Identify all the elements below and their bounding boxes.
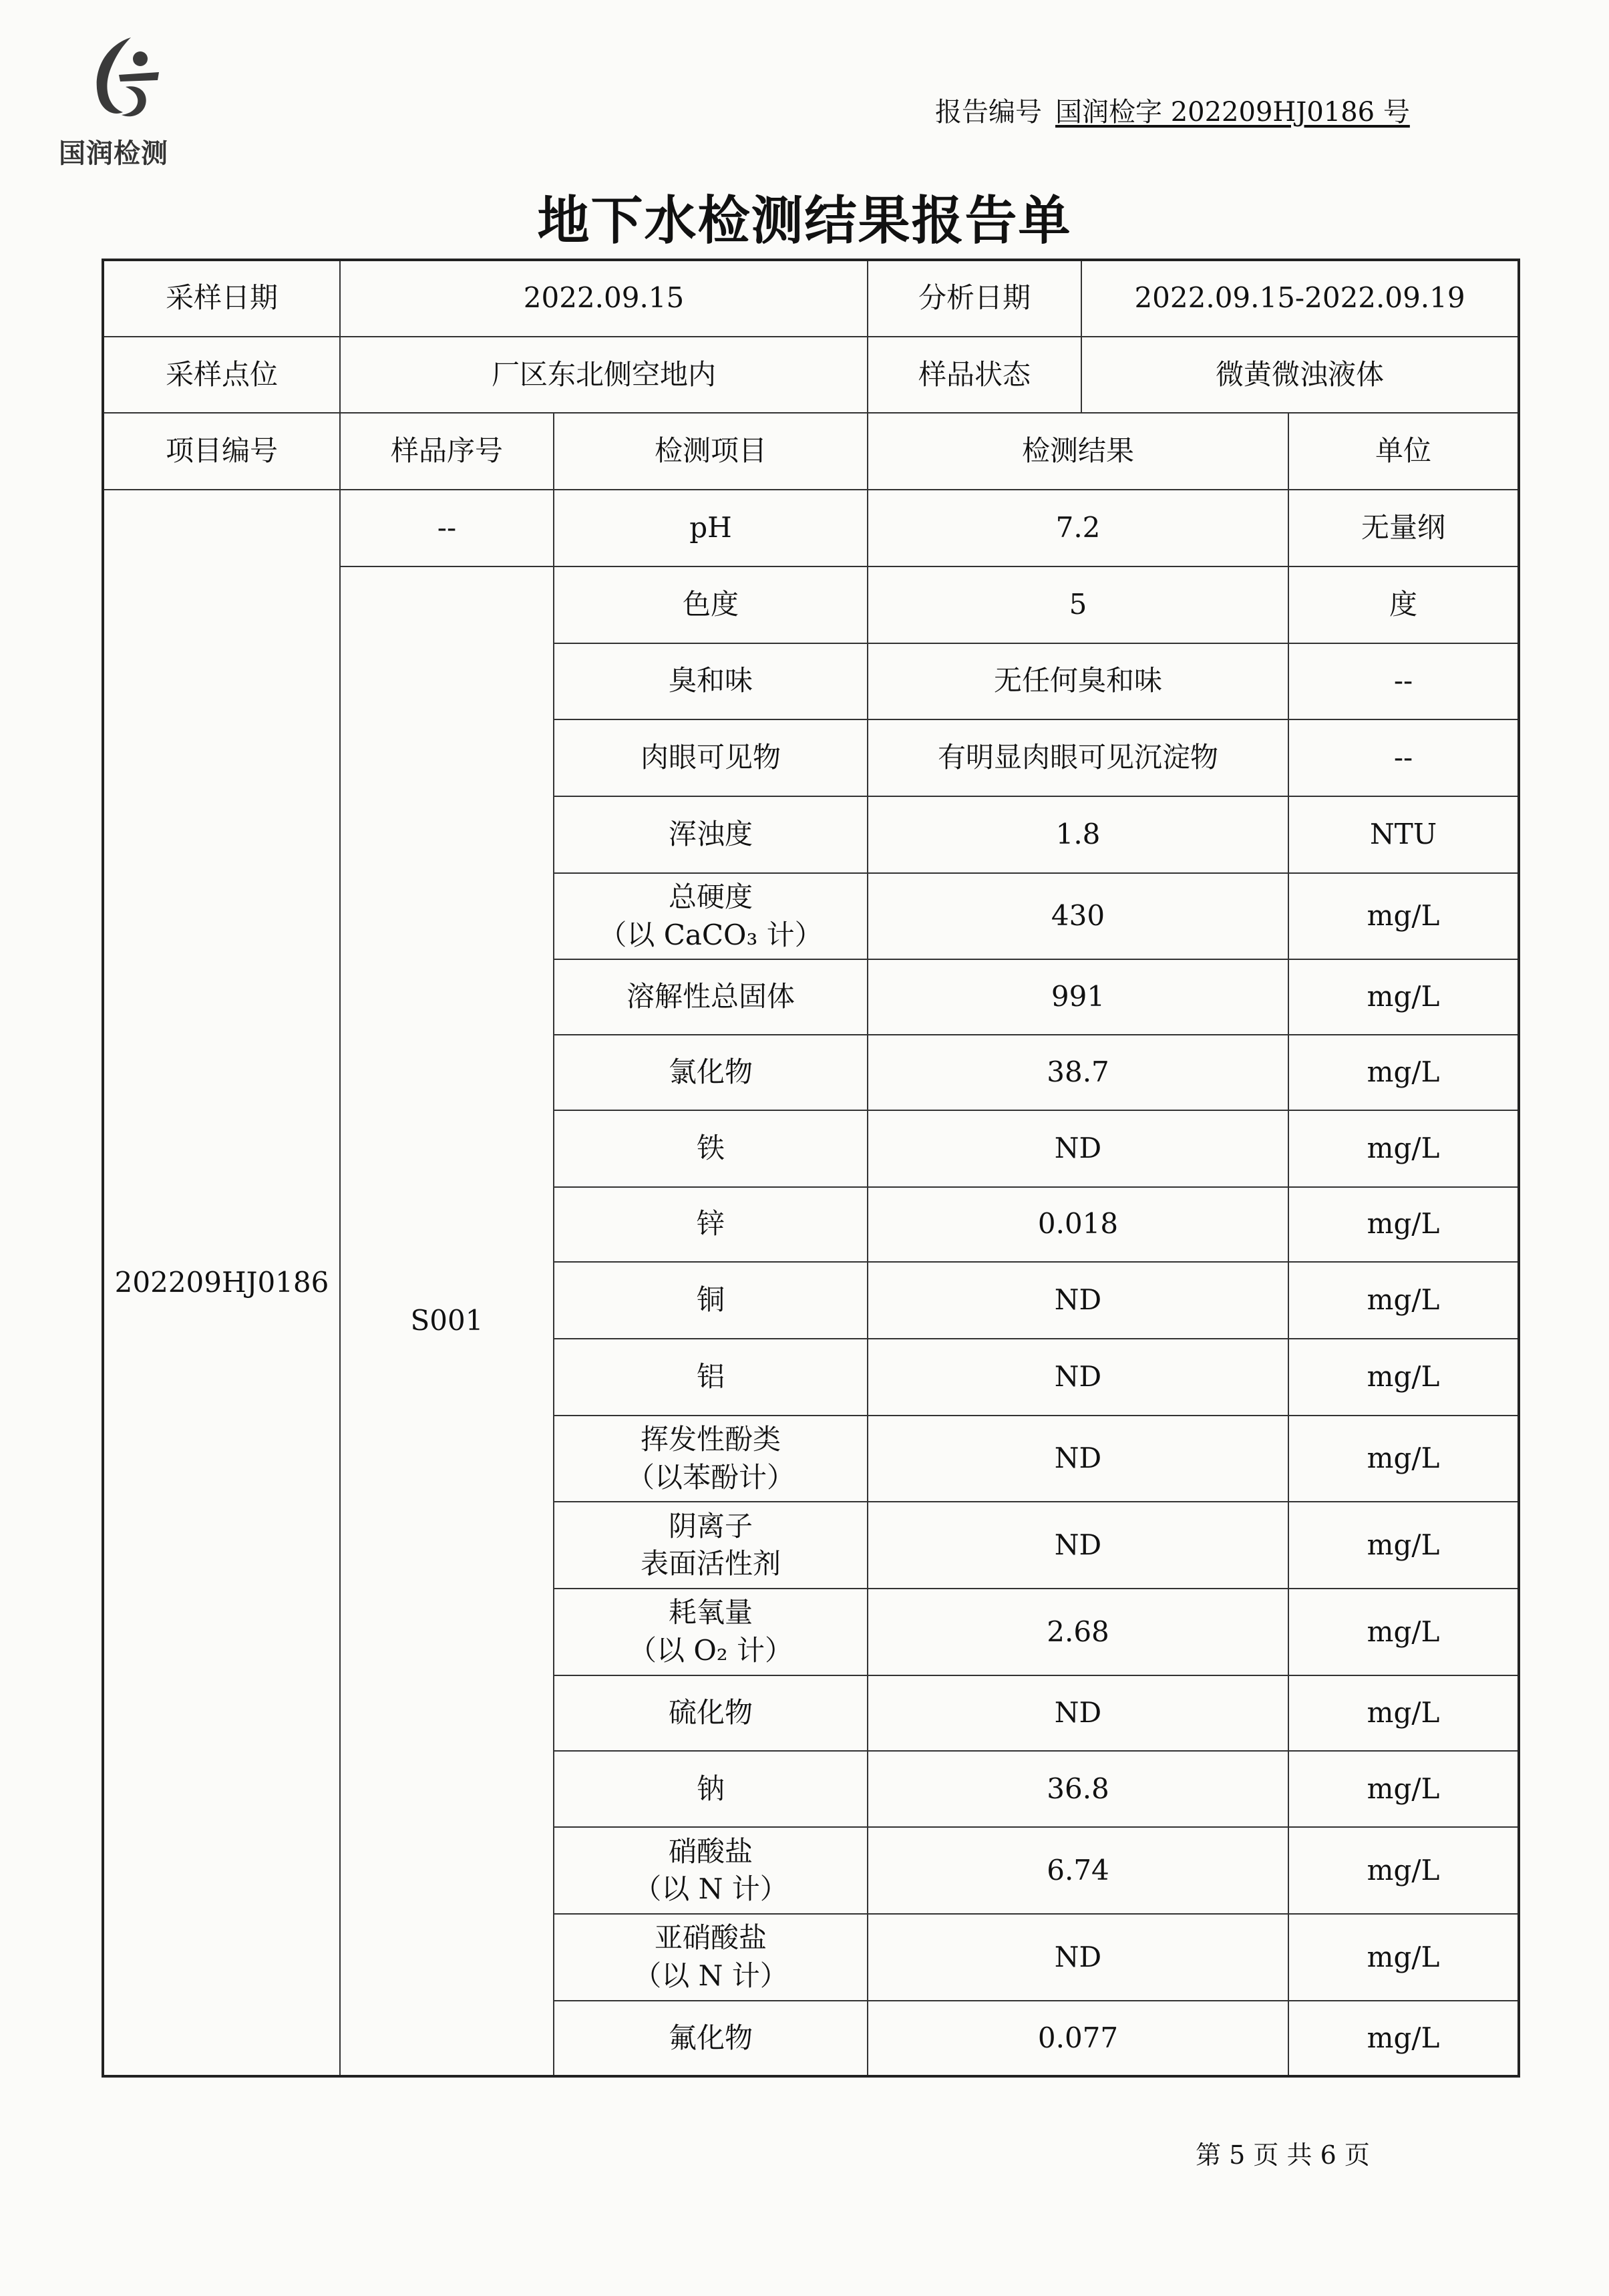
result-cell: ND [868, 1339, 1288, 1416]
col-header-item: 检测项目 [554, 413, 868, 490]
item-note: （以 CaCO₃ 计） [598, 918, 823, 951]
sampling-date-label: 采样日期 [103, 260, 340, 337]
result-cell: 0.077 [868, 2001, 1288, 2076]
item-name: 铝 [697, 1359, 725, 1393]
page-current: 5 [1229, 2140, 1246, 2170]
unit-cell: mg/L [1288, 1416, 1519, 1502]
page-total: 6 [1320, 2140, 1336, 2170]
unit-cell: mg/L [1288, 2001, 1519, 2076]
unit-cell: mg/L [1288, 873, 1519, 960]
item-name: 硫化物 [669, 1695, 753, 1729]
item-cell [554, 1416, 868, 1502]
result-cell: 0.018 [868, 1187, 1288, 1263]
result-cell: 991 [868, 959, 1288, 1035]
column-header-row [103, 413, 1519, 490]
company-logo [59, 32, 192, 176]
item-cell [554, 1827, 868, 1914]
result-cell: 2.68 [868, 1589, 1288, 1675]
page-mid: 页 共 [1253, 2140, 1312, 2170]
unit-cell: mg/L [1288, 1589, 1519, 1675]
item-name: 铜 [697, 1283, 725, 1317]
item-name: 浑浊度 [669, 817, 753, 850]
sample-no-cell: S001 [340, 566, 554, 2076]
item-name: 臭和味 [669, 664, 753, 697]
item-cell [554, 1339, 868, 1416]
item-cell [554, 1502, 868, 1589]
page-prefix: 第 [1196, 2140, 1222, 2170]
item-note: 表面活性剂 [641, 1547, 781, 1581]
result-cell: 无任何臭和味 [868, 643, 1288, 720]
result-cell: ND [868, 1914, 1288, 2001]
sampling-date-value: 2022.09.15 [340, 260, 868, 337]
result-cell: ND [868, 1502, 1288, 1589]
ph-sample-no: -- [340, 490, 554, 566]
unit-cell: 度 [1288, 566, 1519, 643]
ph-result: 7.2 [868, 490, 1288, 566]
unit-cell: mg/L [1288, 1035, 1519, 1110]
item-cell [554, 959, 868, 1035]
result-cell: 430 [868, 873, 1288, 960]
unit-cell: mg/L [1288, 1675, 1519, 1751]
unit-cell: mg/L [1288, 1187, 1519, 1263]
unit-cell: -- [1288, 719, 1519, 796]
table-row-ph [103, 490, 1519, 566]
item-name: 溶解性总固体 [627, 980, 795, 1013]
logo-mark-icon [79, 32, 172, 126]
sampling-site-label: 采样点位 [103, 337, 340, 414]
unit-cell: NTU [1288, 796, 1519, 873]
item-cell [554, 566, 868, 643]
item-name: 总硬度 [669, 880, 753, 913]
result-cell: 6.74 [868, 1827, 1288, 1914]
item-cell [554, 873, 868, 960]
item-cell [554, 1262, 868, 1339]
item-cell [554, 1914, 868, 2001]
sample-state-label: 样品状态 [868, 337, 1081, 414]
item-cell [554, 1751, 868, 1828]
unit-cell: mg/L [1288, 1827, 1519, 1914]
unit-cell: mg/L [1288, 959, 1519, 1035]
item-name: 阴离子 [669, 1509, 753, 1542]
result-cell: 38.7 [868, 1035, 1288, 1110]
result-cell: 5 [868, 566, 1288, 643]
item-note: （以 N 计） [633, 1959, 788, 1993]
item-name: 硝酸盐 [669, 1834, 753, 1868]
report-number-label: 报告编号 [935, 97, 1042, 128]
info-row-site [103, 337, 1519, 414]
item-cell [554, 1035, 868, 1110]
item-cell [554, 719, 868, 796]
result-cell: ND [868, 1416, 1288, 1502]
col-header-project-no: 项目编号 [103, 413, 340, 490]
ph-unit: 无量纲 [1288, 490, 1519, 566]
item-cell [554, 796, 868, 873]
result-cell: ND [868, 1675, 1288, 1751]
project-no-cell: 202209HJ0186 [103, 490, 340, 2076]
unit-cell: mg/L [1288, 1110, 1519, 1187]
result-cell: ND [868, 1262, 1288, 1339]
unit-cell: mg/L [1288, 1502, 1519, 1589]
item-cell [554, 1675, 868, 1751]
analysis-date-value: 2022.09.15-2022.09.19 [1081, 260, 1519, 337]
item-name: 挥发性酚类 [641, 1422, 781, 1456]
item-name: 亚硝酸盐 [655, 1921, 767, 1955]
info-row-dates [103, 260, 1519, 337]
item-note: （以 O₂ 计） [629, 1634, 793, 1667]
item-note: （以 N 计） [633, 1872, 788, 1906]
item-cell [554, 643, 868, 720]
item-note: （以苯酚计） [627, 1460, 795, 1494]
item-cell [554, 2001, 868, 2076]
col-header-sample-no: 样品序号 [340, 413, 554, 490]
col-header-result: 检测结果 [868, 413, 1288, 490]
result-cell: 有明显肉眼可见沉淀物 [868, 719, 1288, 796]
col-header-unit: 单位 [1288, 413, 1519, 490]
unit-cell: mg/L [1288, 1751, 1519, 1828]
item-name: 肉眼可见物 [641, 741, 781, 774]
page-number [1196, 2134, 1370, 2171]
item-cell [554, 1589, 868, 1675]
item-name: 氟化物 [669, 2021, 753, 2054]
item-name: 耗氧量 [669, 1596, 753, 1629]
sample-state-value: 微黄微浊液体 [1081, 337, 1519, 414]
unit-cell: mg/L [1288, 1262, 1519, 1339]
item-name: 锌 [697, 1207, 725, 1241]
unit-cell: -- [1288, 643, 1519, 720]
result-cell: 36.8 [868, 1751, 1288, 1828]
result-cell: 1.8 [868, 796, 1288, 873]
unit-cell: mg/L [1288, 1914, 1519, 2001]
page-title: 地下水检测结果报告单 [537, 191, 1072, 251]
logo-text: 国润检测 [59, 138, 168, 169]
results-table [102, 259, 1520, 2078]
item-name: 钠 [697, 1772, 725, 1805]
report-number [935, 91, 1410, 129]
sampling-site-value: 厂区东北侧空地内 [340, 337, 868, 414]
unit-cell: mg/L [1288, 1339, 1519, 1416]
item-cell [554, 1110, 868, 1187]
item-name: 氯化物 [669, 1055, 753, 1089]
item-name: 色度 [683, 587, 739, 621]
item-cell [554, 1187, 868, 1263]
analysis-date-label: 分析日期 [868, 260, 1081, 337]
item-name: 铁 [697, 1131, 725, 1164]
page-suffix: 页 [1344, 2140, 1370, 2170]
ph-item: pH [554, 490, 868, 566]
report-number-value: 国润检字 202209HJ0186 号 [1055, 97, 1410, 128]
result-cell: ND [868, 1110, 1288, 1187]
